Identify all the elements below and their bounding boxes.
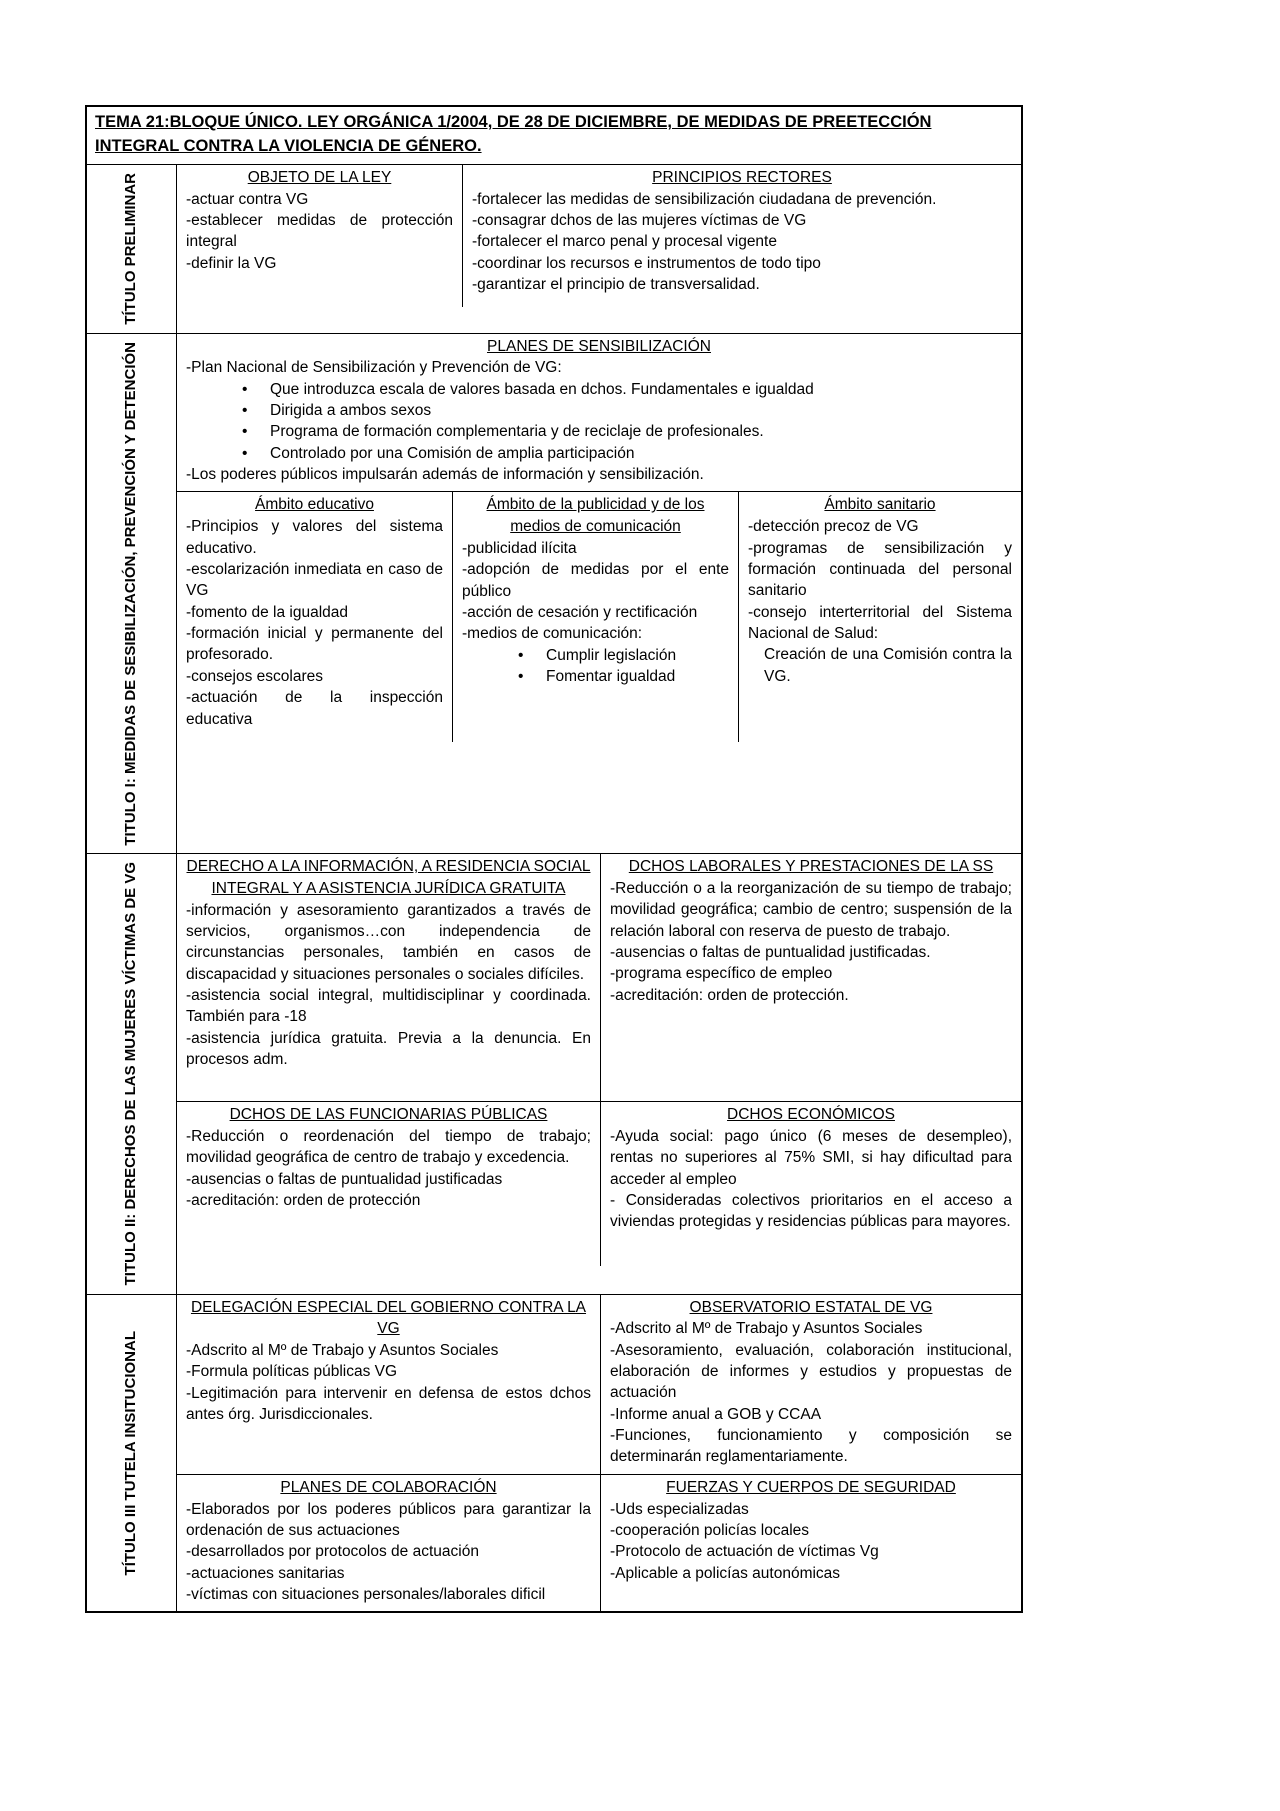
bullet-item: • Que introduzca escala de valores basada en dchos. Fundamentales e igualdad — [186, 379, 1012, 400]
text-line: -definir la VG — [186, 254, 277, 272]
items-planes — [186, 357, 1012, 485]
section-label-titulo-2: TITULO II: DERECHOS DE LAS MUJERES VÍCTIMAS DE VG — [122, 862, 140, 1286]
text-line: -Los poderes públicos impulsarán además de información y sensibilización. — [186, 466, 704, 484]
heading-funcionarias-publicas: DCHOS DE LAS FUNCIONARIAS PÚBLICAS — [229, 1106, 548, 1124]
items-delegacion — [186, 1340, 591, 1426]
text-line: -establecer medidas de protección integral — [186, 211, 453, 251]
text-line: -programas de sensibilización y formación continuada del personal sanitario — [748, 539, 1012, 600]
text-line: -Adscrito al Mº de Trabajo y Asuntos Sociales — [610, 1320, 923, 1338]
text-line: Creación de una Comisión contra la VG. — [764, 646, 1012, 685]
text-line: -consejo interterritorial del Sistema Nacional de Salud: — [748, 603, 1012, 642]
row-tutela-2 — [177, 1475, 1021, 1612]
text-line: -Informe anual a GOB y CCAA — [610, 1405, 822, 1423]
bullet-item: • Cumplir legislación — [462, 645, 729, 666]
row-tutela-1 — [177, 1295, 1021, 1475]
text-line: -Formula políticas públicas VG — [186, 1363, 398, 1381]
cell-funcionarias-publicas — [177, 1102, 600, 1266]
heading-objeto-de-la-ley: OBJETO DE LA LEY — [247, 168, 392, 186]
items-economicos — [610, 1126, 1012, 1233]
section-content — [177, 1295, 1021, 1612]
cell-planes-colaboracion — [177, 1475, 600, 1612]
bullet-item: • Dirigida a ambos sexos — [186, 400, 1012, 421]
items-principios — [472, 189, 1012, 296]
items-funcionarias — [186, 1126, 591, 1212]
text-line: -Protocolo de actuación de víctimas Vg — [610, 1543, 879, 1561]
section-label-titulo-1: TITULO I: MEDIDAS DE SESIBILIZACIÓN, PREVENCIÓN Y DETENCIÓN — [122, 341, 140, 846]
bullet-item: • Fomentar igualdad — [462, 666, 729, 687]
text-line: -Funciones, funcionamiento y composición se determinarán reglamentariamente. — [610, 1427, 1012, 1466]
section-label-cell — [87, 165, 177, 333]
text-line: -desarrollados por protocolos de actuación — [186, 1543, 479, 1561]
text-line: -cooperación policías locales — [610, 1521, 810, 1539]
text-line: -medios de comunicación: — [462, 625, 643, 643]
bullet-item: • Programa de formación complementaria y de reciclaje de profesionales. — [186, 421, 1012, 442]
section-content — [177, 334, 1021, 854]
text-line: -programa específico de empleo — [610, 965, 833, 983]
items-publicidad — [462, 538, 729, 688]
text-line: -escolarización inmediata en caso de VG — [186, 560, 443, 600]
text-line: -detección precoz de VG — [748, 518, 919, 536]
row-derechos-2 — [177, 1102, 1021, 1266]
section-content — [177, 854, 1021, 1293]
row-objeto-principios — [177, 165, 1021, 307]
items-colaboracion — [186, 1499, 591, 1606]
heading-dchos-economicos: DCHOS ECONÓMICOS — [727, 1106, 895, 1124]
heading-fuerzas-seguridad: FUERZAS Y CUERPOS DE SEGURIDAD — [666, 1478, 956, 1496]
items-observatorio — [610, 1318, 1012, 1468]
cell-ambito-publicidad — [452, 492, 738, 742]
section-label-titulo-preliminar: TÍTULO PRELIMINAR — [122, 172, 140, 325]
heading-principios-rectores: PRINCIPIOS RECTORES — [652, 168, 832, 186]
text-line: -coordinar los recursos e instrumentos de todo tipo — [472, 254, 821, 272]
text-line: -información y asesoramiento garantizados a través de servicios, organismos…con independencia de circunstancias personales, también en casos de discapacidad y situaciones personales o sociales difíciles. — [186, 901, 591, 983]
section-content — [177, 165, 1021, 333]
text-line: -Legitimación para intervenir en defensa de estos dchos antes órg. Jurisdiccionales. — [186, 1384, 591, 1424]
text-line: -acreditación: orden de protección — [186, 1191, 421, 1209]
text-line: -Reducción o reordenación del tiempo de trabajo; movilidad geográfica de centro de trabajo y excedencia. — [186, 1127, 591, 1167]
section-label-titulo-3: TÍTULO III TUTELA INSITUCIONAL — [122, 1330, 140, 1576]
text-line: -asistencia social integral, multidisciplinar y coordinada. También para -18 — [186, 987, 591, 1026]
section-titulo-3 — [87, 1295, 1021, 1612]
text-line: - Consideradas colectivos prioritarios en el acceso a viviendas protegidas y residencias públicas para mayores. — [610, 1191, 1012, 1231]
text-line: -actuaciones sanitarias — [186, 1564, 345, 1582]
text-line: -fortalecer el marco penal y procesal vigente — [472, 233, 777, 251]
text-line: -formación inicial y permanente del profesorado. — [186, 625, 443, 664]
cell-ambito-sanitario — [738, 492, 1021, 742]
heading-planes-sensibilizacion: PLANES DE SENSIBILIZACIÓN — [487, 337, 711, 355]
row-ambitos — [177, 492, 1021, 742]
text-line: -actuar contra VG — [186, 190, 309, 208]
bullet-item: • Controlado por una Comisión de amplia participación — [186, 443, 1012, 464]
cell-observatorio-estatal — [600, 1295, 1021, 1474]
text-line: -Ayuda social: pago único (6 meses de desempleo), rentas no superiores al 75% SMI, si hay dificultad para acceder al empleo — [610, 1127, 1012, 1188]
section-label-cell — [87, 334, 177, 854]
items-derecho-informacion — [186, 900, 591, 1071]
items-sanitario — [748, 516, 1012, 687]
text-line: -actuación de la inspección educativa — [186, 689, 443, 728]
study-notes-table — [85, 105, 1023, 1613]
text-line: -Aplicable a policías autonómicas — [610, 1564, 841, 1582]
section-label-cell — [87, 854, 177, 1293]
text-line: -publicidad ilícita — [462, 539, 577, 557]
items-fuerzas — [610, 1499, 1012, 1585]
heading-ambito-sanitario: Ámbito sanitario — [824, 496, 936, 514]
text-line: -ausencias o faltas de puntualidad justificadas — [186, 1170, 503, 1188]
cell-ambito-educativo — [177, 492, 452, 742]
cell-derecho-informacion — [177, 854, 600, 1101]
text-line: -Uds especializadas — [610, 1500, 749, 1518]
cell-objeto-de-la-ley — [177, 165, 462, 307]
cell-fuerzas-seguridad — [600, 1475, 1021, 1612]
text-line: -acción de cesación y rectificación — [462, 603, 698, 621]
text-line: -ausencias o faltas de puntualidad justificadas. — [610, 943, 931, 961]
text-line: -víctimas con situaciones personales/laborales dificil — [186, 1586, 546, 1604]
section-titulo-preliminar — [87, 165, 1021, 334]
heading-ambito-educativo: Ámbito educativo — [255, 496, 374, 514]
cell-dchos-laborales — [600, 854, 1021, 1101]
heading-derecho-informacion: DERECHO A LA INFORMACIÓN, A RESIDENCIA SOCIAL INTEGRAL Y A ASISTENCIA JURÍDICA GRATUITA — [186, 858, 591, 897]
items-educativo — [186, 516, 443, 730]
cell-planes-sensibilizacion — [177, 334, 1021, 493]
text-line: -Adscrito al Mº de Trabajo y Asuntos Sociales — [186, 1341, 499, 1359]
text-line: -consagrar dchos de las mujeres víctimas de VG — [472, 211, 807, 229]
text-line: -Plan Nacional de Sensibilización y Prevención de VG: — [186, 359, 562, 377]
text-line: -Asesoramiento, evaluación, colaboración institucional, elaboración de informes y estudios y propuestas de actuación — [610, 1341, 1012, 1402]
section-label-cell — [87, 1295, 177, 1612]
text-line: -Principios y valores del sistema educativo. — [186, 518, 443, 557]
heading-delegacion-especial: DELEGACIÓN ESPECIAL DEL GOBIERNO CONTRA LA VG — [190, 1298, 587, 1338]
text-line: -fortalecer las medidas de sensibilización ciudadana de prevención. — [472, 190, 937, 208]
text-line: -garantizar el principio de transversalidad. — [472, 276, 760, 294]
items-objeto — [186, 189, 453, 275]
text-line: -asistencia jurídica gratuita. Previa a la denuncia. En procesos adm. — [186, 1029, 591, 1069]
heading-dchos-laborales: DCHOS LABORALES Y PRESTACIONES DE LA SS — [628, 858, 994, 876]
text-line: -acreditación: orden de protección. — [610, 986, 849, 1004]
section-titulo-2 — [87, 854, 1021, 1294]
cell-dchos-economicos — [600, 1102, 1021, 1266]
doc-title: TEMA 21:BLOQUE ÚNICO. LEY ORGÁNICA 1/2004, DE 28 DE DICIEMBRE, DE MEDIDAS DE PREETECCIÓN INTEGRAL CONTRA LA VIOLENCIA DE GÉNERO. — [87, 107, 1021, 165]
text-line: -Reducción o a la reorganización de su tiempo de trabajo; movilidad geográfica; cambio de centro; suspensión de la relación laboral con reserva de puesto de trabajo. — [610, 879, 1012, 940]
section-titulo-1 — [87, 334, 1021, 855]
text-line: -consejos escolares — [186, 667, 323, 685]
cell-delegacion-especial — [177, 1295, 600, 1474]
text-line: -fomento de la igualdad — [186, 603, 349, 621]
text-line: -Elaborados por los poderes públicos para garantizar la ordenación de sus actuaciones — [186, 1500, 591, 1539]
heading-ambito-publicidad: Ámbito de la publicidad y de los medios de comunicación — [486, 496, 705, 536]
cell-principios-rectores — [462, 165, 1021, 307]
text-line: -adopción de medidas por el ente público — [462, 561, 729, 600]
heading-planes-colaboracion: PLANES DE COLABORACIÓN — [280, 1478, 497, 1496]
items-dchos-laborales — [610, 878, 1012, 1006]
heading-observatorio-estatal: OBSERVATORIO ESTATAL DE VG — [689, 1298, 933, 1316]
row-derechos-1 — [177, 854, 1021, 1102]
